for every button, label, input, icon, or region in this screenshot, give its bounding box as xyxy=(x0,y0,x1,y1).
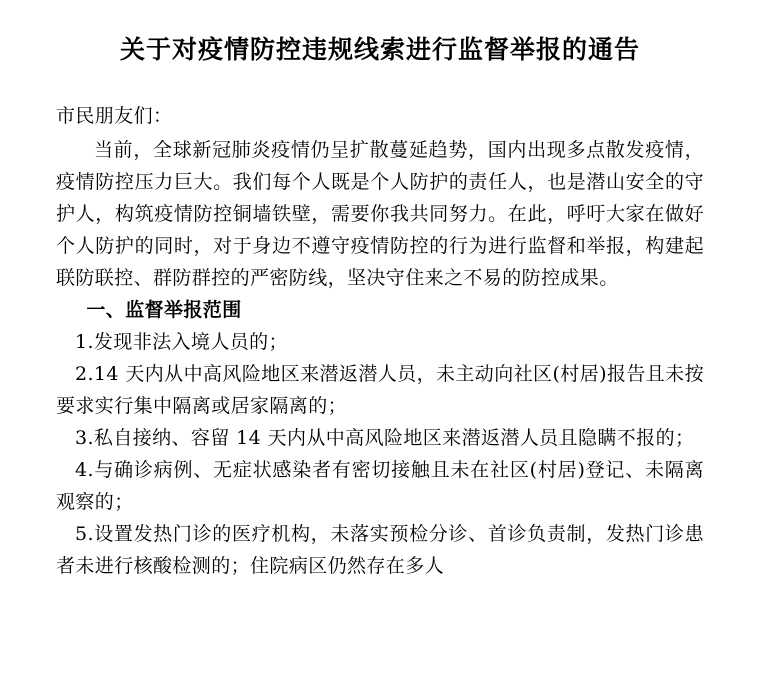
list-item: 2.14 天内从中高风险地区来潜返潜人员，未主动向社区(村居)报告且未按要求实行集中隔离或居家隔离的； xyxy=(56,363,704,418)
document-body xyxy=(56,101,704,583)
intro-paragraph: 当前，全球新冠肺炎疫情仍呈扩散蔓延趋势，国内出现多点散发疫情，疫情防控压力巨大。我们每个人既是个人防护的责任人，也是潜山安全的守护人，构筑疫情防控铜墙铁壁，需要你我共同努力。在此，呼吁大家在做好个人防护的同时，对于身边不遵守疫情防控的行为进行监督和举报，构建起联防联控、群防群控的严密防线，坚决守住来之不易的防控成果。 xyxy=(56,138,704,289)
salutation: 市民朋友们： xyxy=(56,105,173,127)
list-item: 4.与确诊病例、无症状感染者有密切接触且未在社区(村居)登记、未隔离观察的； xyxy=(56,458,704,513)
list-item: 3.私自接纳、容留 14 天内从中高风险地区来潜返潜人员且隐瞒不报的； xyxy=(75,427,695,450)
section-one-heading: 一、监督举报范围 xyxy=(86,299,242,322)
page-title: 关于对疫情防控违规线索进行监督举报的通告 xyxy=(119,35,640,64)
list-item: 1.发现非法入境人员的； xyxy=(75,331,288,354)
list-item: 5.设置发热门诊的医疗机构，未落实预检分诊、首诊负责制，发热门诊患者未进行核酸检测的；住院病区仍然存在多人 xyxy=(56,522,704,577)
